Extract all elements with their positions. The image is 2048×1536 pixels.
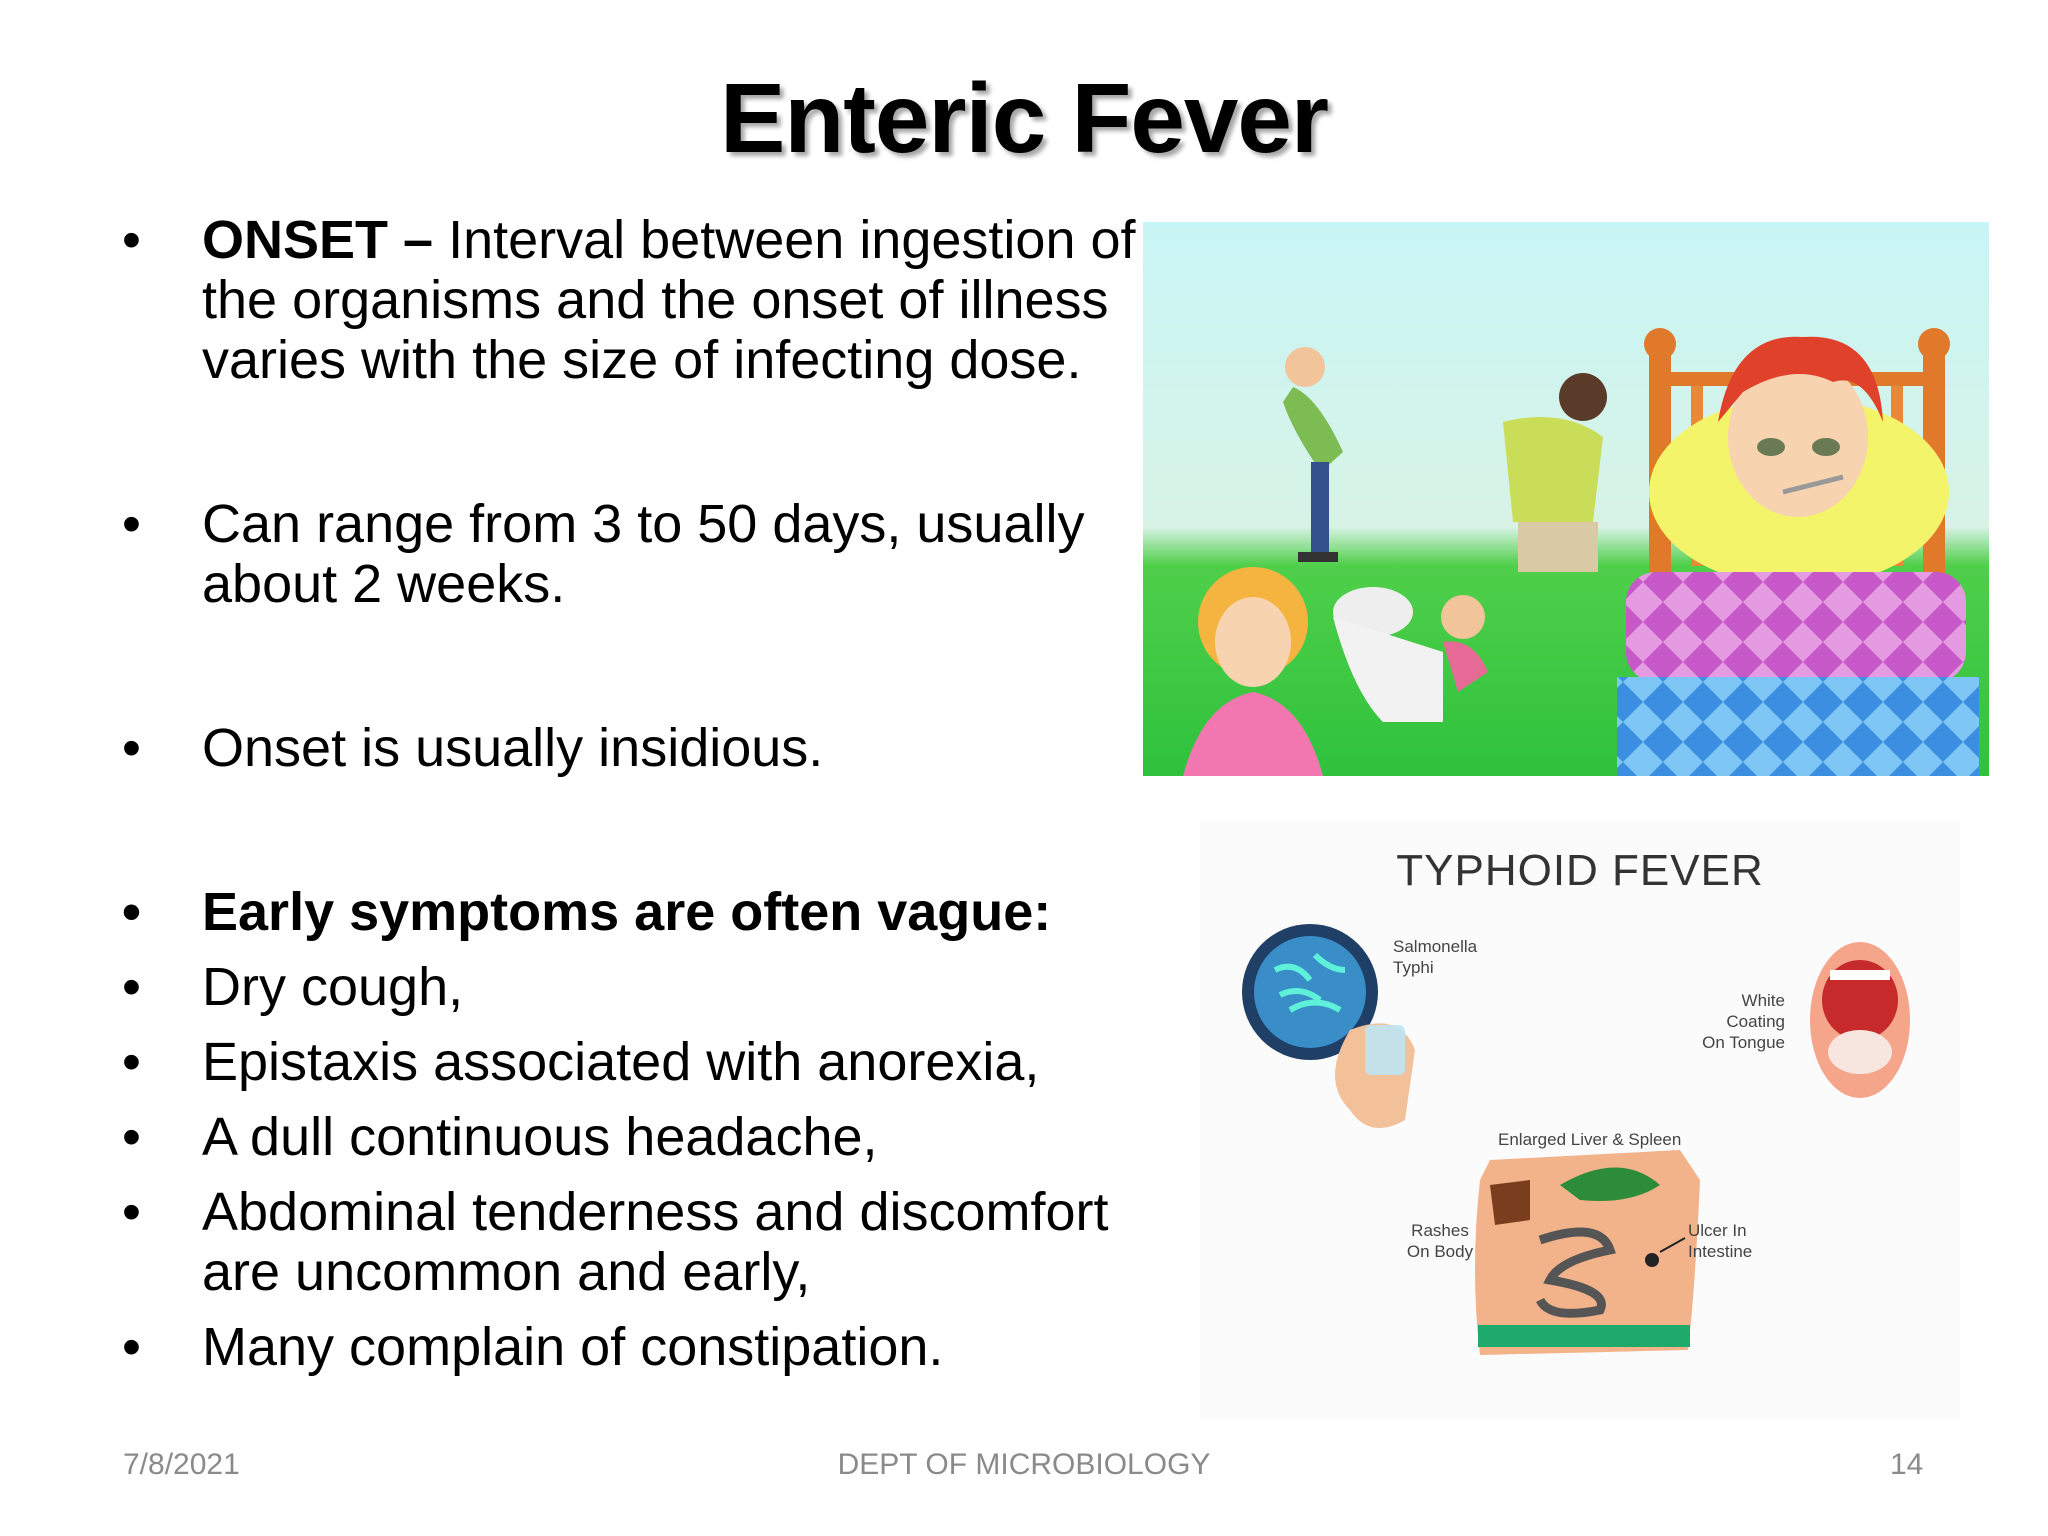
- label-white-coating: [1680, 990, 1785, 1053]
- bullet-insidious: • Onset is usually insidious.: [118, 718, 1148, 778]
- label-salmonella-line1: Salmonella: [1393, 937, 1478, 956]
- footer-date: 7/8/2021: [123, 1448, 240, 1481]
- onset-text: Interval between ingestion of the organisms and the onset of illness varies with the size of infecting dose.: [202, 210, 1136, 390]
- label-white-coating-line1: White Coating: [1726, 991, 1785, 1031]
- onset-label: ONSET –: [202, 210, 434, 270]
- footer-page-number: 14: [1890, 1448, 1924, 1481]
- label-rashes-line2: On Body: [1406, 1242, 1474, 1261]
- bullet-dry-cough: • Dry cough,: [118, 957, 1148, 1017]
- typhoid-diagram: [1200, 820, 1960, 1420]
- label-salmonella: [1393, 936, 1477, 978]
- footer-department: DEPT OF MICROBIOLOGY: [837, 1448, 1211, 1481]
- bullet-onset: [118, 210, 1148, 390]
- bullet-early-symptoms: • Early symptoms are often vague:: [118, 882, 1148, 942]
- bullet-range: • Can range from 3 to 50 days, usually about 2 weeks.: [118, 494, 1148, 614]
- slide-title: Enteric Fever: [720, 63, 1328, 173]
- label-liver-spleen: Enlarged Liver & Spleen: [1498, 1130, 1682, 1149]
- label-salmonella-line2: Typhi: [1393, 958, 1434, 977]
- sick-people-illustration: [1143, 222, 1989, 776]
- label-ulcer-line2: Intestine: [1688, 1242, 1753, 1261]
- infographic-title: TYPHOID FEVER: [1396, 846, 1764, 895]
- bullet-headache: • A dull continuous headache,: [118, 1107, 1148, 1167]
- bullet-epistaxis: • Epistaxis associated with anorexia,: [118, 1032, 1148, 1092]
- bullet-list: [118, 210, 1148, 1377]
- label-rashes: [1405, 1220, 1475, 1262]
- label-ulcer: [1688, 1220, 1752, 1262]
- bullet-constipation: • Many complain of constipation.: [118, 1317, 1148, 1377]
- label-rashes-line1: Rashes: [1411, 1221, 1469, 1240]
- label-ulcer-line1: Ulcer In: [1688, 1221, 1747, 1240]
- label-white-coating-line2: On Tongue: [1702, 1033, 1785, 1052]
- bullet-abdominal: • Abdominal tenderness and discomfort are uncommon and early,: [118, 1182, 1148, 1302]
